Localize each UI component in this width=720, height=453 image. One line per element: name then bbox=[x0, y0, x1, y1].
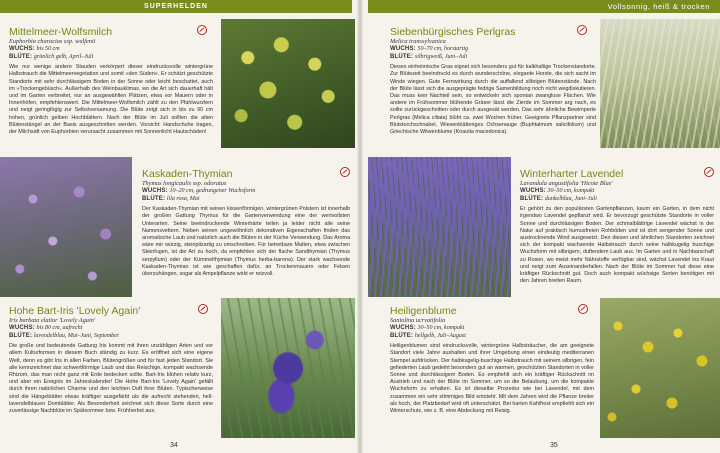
right-page bbox=[360, 0, 720, 453]
no-entry-icon bbox=[197, 25, 207, 35]
plant-latin-name: Thymus longicaulis ssp. odoratus bbox=[142, 180, 227, 187]
plant-latin-name: Iris barbata elatior 'Lovely Again' bbox=[9, 317, 96, 324]
plant-entry bbox=[9, 305, 213, 437]
plant-title: Siebenbürgisches Perlgras bbox=[390, 26, 516, 38]
plant-entry bbox=[390, 26, 596, 172]
plant-description: Der Kaskaden-Thymian mit seinen kissenförmigen, wintergrünen Polstern ist innerhalb der großen Gattung Thymus für die Gartenverwendung eine der wertvollsten Unterarten. Seine beeindruckende Winterhärte teilen ja leider nicht alle seine Namensvettern. Neben seinen ungewöhnlich dekorativen Eigenschaften finden das aromatische Laub und natürlich auch die Blüten in der Küche Verwendung. Das Aroma wäre mir würzig, steinpilzartig zu umschreiben. Für betretbare Matten, etwa zwischen Steinfugen, ist die Art zu hoch, da empfehlen sich der flache Sandthymian (Thymus serpyllum) oder der Kümmelthymian (Thymus herba-barona). Der stark wachsende Kaskaden-Thymian ist wie geschaffen dafür, an Trockenmauern oder Felsen überzuhängen, sogar als Ampelpflanze wirkt er reizvoll. bbox=[142, 206, 350, 278]
plant-entry bbox=[520, 168, 714, 292]
lavender-photo bbox=[368, 157, 511, 297]
plant-bloom: BLÜTE: grünlich gelb, April–Juli bbox=[9, 53, 94, 60]
plant-title: Mittelmeer-Wolfsmilch bbox=[9, 26, 113, 38]
no-entry-icon bbox=[577, 25, 587, 35]
thyme-photo bbox=[0, 157, 132, 297]
plant-bloom: BLÜTE: hellgelb, Juli–August bbox=[390, 332, 466, 339]
plant-growth: WUCHS: bis 80 cm, aufrecht bbox=[9, 325, 83, 331]
spurge-photo bbox=[221, 19, 355, 148]
plant-latin-name: Lavandula angustifolia 'Hicote Blue' bbox=[520, 180, 613, 187]
page-number: 35 bbox=[550, 442, 558, 449]
grass-photo bbox=[600, 19, 720, 148]
plant-description: Er gehört zu den populärsten Gartenpflanzen, kaum ein Garten, in dem nicht irgendwo Lavendel gepflanzt wird. Er bevorzugt geschützte Standorte in voller Sonne und durchlässigen Boden. Der schmalblättrige Lavendel wächst in der Natur auf praktisch humusfreien Rohböden und ist dort sengender Sonne und austrocknende Wind ausgesetzt. Den diesen und ähnlichen Standorten zeichnet sich der kompakt wachsende Halbstrauch durch seine halbkugelig buschige Wuchsform mit silbrigem, duftendem Laub aus. Im Garten und in Nachbarschaft zu Rosen, wo meist mehr Nährstoffe verfügbar sind, wächst Lavendel ins Kraut und neigt zum Auseinanderfallen. Nach der Blüte im Sommer hat diese eine kräftiger Rückschnitt gut. Doch auch kompakt wüchsige Sorten benötigen mit den Jahren breiten Raum. bbox=[520, 206, 714, 285]
no-entry-icon bbox=[704, 167, 714, 177]
plant-latin-name: Melica transsylvanica bbox=[390, 38, 446, 45]
plant-growth: WUCHS: 30–50 cm, kompakt bbox=[390, 325, 465, 331]
plant-growth: WUCHS: bis 50 cm bbox=[9, 46, 60, 52]
plant-latin-name: Santolina ucrvatifolia bbox=[390, 317, 446, 324]
plant-entry bbox=[142, 168, 350, 292]
santolina-photo bbox=[600, 298, 720, 438]
plant-entry bbox=[9, 26, 213, 172]
plant-bloom: BLÜTE: lavendelblau, Mai–Juni, September bbox=[9, 332, 120, 339]
plant-description: Die große und bedeutende Gattung Iris kommt mit ihren unzähligen Arten und vor allem Kulturformen in diesem Buch ständig zu kurz. Es eröffnet sich eine eigene Welt, denn es gibt Iris in allen Farben, Blütengrößen und für fast jeden Standort. Sie alle kennzeichnet das schwertförmige Laub und das Reischige, kompakt wachsende Rhizom, das man nicht ganz mit Erde bedecken sollte. Bart-Iris blühen relativ kurz, und aber ein Ereignis im Jahreskalender! Die Hohe Bart-Iris 'Lovely Again' gefällt durch ihren natürlichen Charme und den leichten Duft ihrer Blüten. Typischerweise sind die Hängeblätter etwas kräftiger ausgefärbt als die aufrecht stehenden, hell-lavendelblauen Domblätter. Als Besonderheit zeichnet sich diese Sorte durch eine zuverlässige Nachblüte im Spätsommer bzw. Frühherbst aus. bbox=[9, 343, 213, 415]
plant-description: Wie nur wenige andere Stauden verkörpert dieser eindrucksvolle wintergrüne Halbstrauch die Mittelmeervegetation und somit »den Süden«. Er schätzt geschützte Standorte mit sehr durchlässigem Boden in der Sonne oder leicht beschattet, auch im »Trockengebüsch«. Außerhalb des Weinbauklimas, wo die Art sich dauerhaft hält und im Garten verbreitet, nur an ausgewählten Plätzen, etwa vor Mauern oder in Innenhöfen, empfehlenswert. Die Mittelmeer-Wolfsmilch zählt zu den Pfahlwurzlern und neigt geringfügig zur Selbstversamung. Die Blüte zeigt sich in bis zu 90 cm hohen, grünlich gelben Hochblättern. Nach der Blüte im Juli sollten die alten Blütenstängel an der Basis ausgeschnitten werden. Vorsicht: Handschuhe tragen, der Milchsaft von Euphorbien verursacht zusammen mit Sonnenlicht Hautschäden! bbox=[9, 64, 213, 136]
plant-bloom: BLÜTE: dunkelblau, Juni–Juli bbox=[520, 195, 597, 202]
no-entry-icon bbox=[578, 304, 588, 314]
plant-bloom: BLÜTE: lila rosa, Mai bbox=[142, 195, 200, 202]
plant-growth: WUCHS: 10–20 cm, gedrungener Wuchsform bbox=[142, 188, 256, 194]
plant-growth: WUCHS: 30–50 cm, kompakt bbox=[520, 188, 595, 194]
page-number: 34 bbox=[170, 442, 178, 449]
plant-title: Heiligenblume bbox=[390, 305, 457, 317]
section-header-right: Vollsonnig, heiß & trocken bbox=[368, 0, 720, 13]
plant-entry bbox=[390, 305, 594, 437]
plant-title: Kaskaden-Thymian bbox=[142, 168, 233, 180]
no-entry-icon bbox=[198, 304, 208, 314]
plant-description: Heiligenblumen sind eindrucksvolle, wintergrüne Halbsträucher, die am geeignete Standort viele Jahre aushalten und ihrer Umgebung einen eindeutig mediterranen Stempel aufdrücken. Der halbkugelig-buschige Halbstrauch mit seinem silbrigen, fein gefiederten Laub gedeiht besonders gut an warmen, geschützten Standorten in voller Sonne und durchlässigem Boden. Es empfiehlt sich ein kräftiger Rückschnitt im Austrieb und nach der Blüte im Sommer, um so die Belaubung, um die kompakte Wuchsform zu erhalten. Es ist dieselbe Prozedur wie bei Lavendel, mit dem zusammen ein sehr stimmiges Bild entsteht. Mit dem Jahren wird die Pflanze breiter als hoch, der Platzbedarf wird oft unterschätzt. Bei harten Kahlfrost empfiehlt sich ein Winterschutz, wie z. B. eine Abdeckung mit Reisig. bbox=[390, 343, 594, 415]
plant-title: Winterharter Lavendel bbox=[520, 168, 624, 180]
plant-latin-name: Euphorbia characias ssp. wulfenii bbox=[9, 38, 96, 45]
no-entry-icon bbox=[340, 167, 350, 177]
plant-title: Hohe Bart-Iris 'Lovely Again' bbox=[9, 305, 141, 317]
plant-growth: WUCHS: 50–70 cm, horstartig bbox=[390, 46, 469, 52]
iris-photo bbox=[221, 298, 355, 438]
plant-description: Dieses einheimische Gras eignet sich besonders gut für kalkhaltige Trockenstandorte. Zur Blütezeit beeindruckt es durch wunderschöne, elegante Horste, die sich sacht im Winde wiegen. Gute Fernwirkung durch die auffallend silbrigen Blütenstände. Nach der Blüte lässt sich die ausgeprägte fedrige Samenbildung noch nicht wegdiskutieren. Das muss kein Nachteil sein, so entwickeln sich spontan zwanglose Flächen. Wie andere im Frühsommer blühende Gräser lässt die Zierde im Sommer arg nach, es sollte zurückgeschnitten oder durch ausgesät werden. Das sehr ähnliche Bewimperte Perlgras (Melica ciliata) blüht ca. zwei Wochen früher. Geeignete Pflanzpartner sind Blutstorchschnabel, Wiesenblätteriges Ochsenauge (Buphtalmum salicifolium) und Griechische Witwenblume (Knautia macedonica). bbox=[390, 64, 596, 136]
plant-bloom: BLÜTE: silbrigweiß, Juni–Juli bbox=[390, 53, 468, 60]
book-gutter bbox=[357, 0, 363, 453]
section-header-left: SUPERHELDEN bbox=[0, 0, 352, 13]
